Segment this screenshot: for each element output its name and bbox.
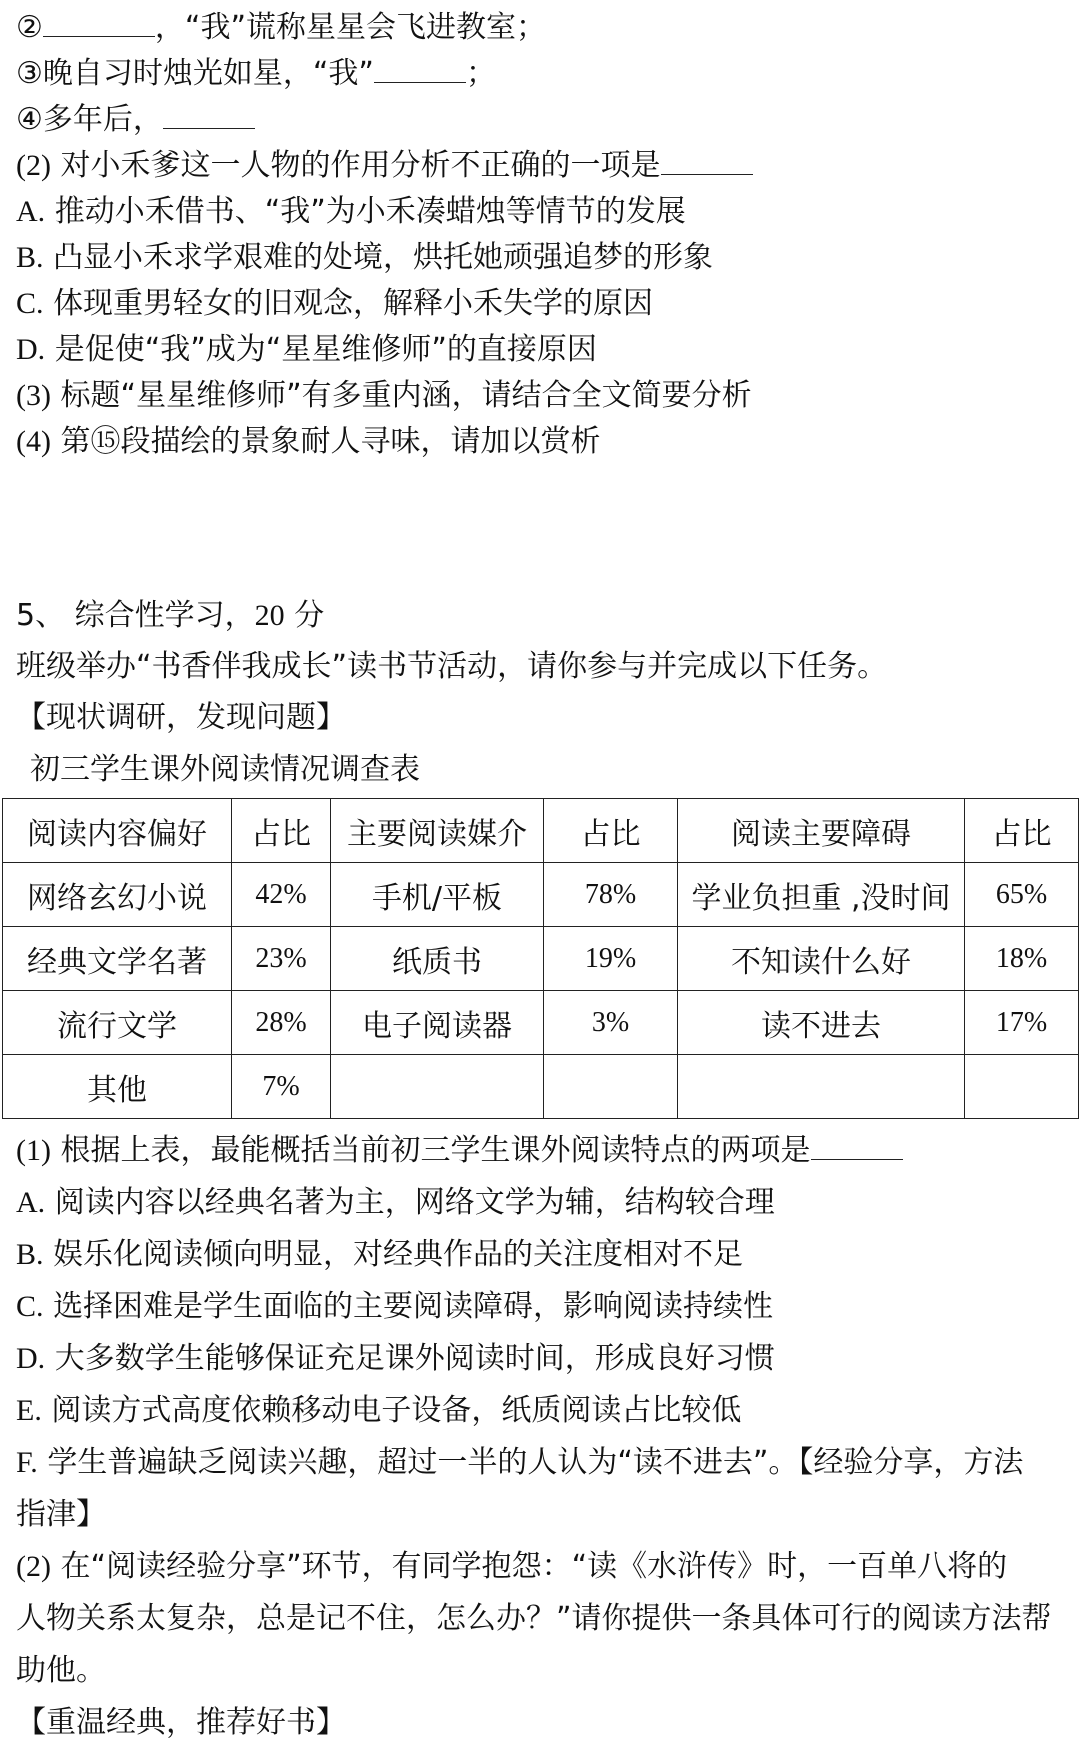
option-label: A. — [16, 1186, 46, 1219]
option-text: 大多数学生能够保证充足课外阅读时间，形成良好习惯 — [54, 1341, 775, 1376]
answer-blank[interactable] — [43, 6, 155, 37]
section-title: 综合性学习， — [74, 598, 255, 633]
question-text: 第⑮段描绘的景象耐人寻味，请加以赏析 — [60, 424, 601, 459]
option-label: A. — [16, 195, 46, 228]
option-f-continued: 指津】 — [16, 1497, 106, 1532]
table-row — [3, 991, 1079, 1055]
table-cell: 学业负担重 ,没时间 — [678, 863, 965, 927]
question-text: 对小禾爹这一人物的作用分析不正确的一项是 — [60, 148, 661, 183]
option-b — [16, 1233, 743, 1277]
question-2 — [16, 144, 753, 188]
table-cell: 其他 — [3, 1055, 232, 1119]
fill-line-2 — [16, 6, 546, 50]
option-text: 体现重男轻女的旧观念，解释小禾失学的原因 — [53, 286, 654, 321]
option-text: 阅读内容以经典名著为主，网络文学为辅，结构较合理 — [54, 1185, 775, 1220]
fill-line-suffix: ，“我”谎称星星会飞进教室； — [154, 10, 546, 45]
heading-recommend: 【重温经典，推荐好书】 — [16, 1705, 346, 1740]
question-number: (3) — [16, 379, 51, 412]
option-f — [16, 1441, 1023, 1485]
option-text: 阅读方式高度依赖移动电子设备，纸质阅读占比较低 — [51, 1393, 742, 1428]
option-text: 娱乐化阅读倾向明显，对经典作品的关注度相对不足 — [53, 1237, 744, 1272]
table-cell: 28% — [232, 991, 331, 1055]
header-content: 阅读内容偏好 — [3, 799, 232, 863]
table-cell: 不知读什么好 — [678, 927, 965, 991]
table-cell — [965, 1055, 1079, 1119]
answer-blank[interactable] — [811, 1129, 903, 1160]
table-cell — [678, 1055, 965, 1119]
fill-line-3 — [16, 52, 496, 96]
option-a — [16, 1181, 775, 1225]
question-3 — [16, 374, 752, 418]
table-row — [3, 863, 1079, 927]
header-share: 占比 — [965, 799, 1079, 863]
question-5-1 — [16, 1129, 903, 1173]
fill-line-prefix: ④多年后， — [16, 102, 163, 137]
header-media: 主要阅读媒介 — [331, 799, 544, 863]
heading-survey: 【现状调研，发现问题】 — [16, 700, 346, 735]
option-label: D. — [16, 333, 46, 366]
header-obstacle: 阅读主要障碍 — [678, 799, 965, 863]
section-intro: 班级举办“书香伴我成长”读书节活动，请你参与并完成以下任务。 — [16, 649, 888, 684]
option-d — [16, 328, 597, 372]
fill-line-4 — [16, 98, 255, 142]
table-cell: 78% — [544, 863, 678, 927]
table-cell — [331, 1055, 544, 1119]
fill-line-prefix: ③晚自习时烛光如星，“我” — [16, 56, 374, 91]
option-text: 推动小禾借书、“我”为小禾凑蜡烛等情节的发展 — [54, 194, 686, 229]
question-5-2-line3: 助他。 — [16, 1653, 106, 1688]
section-number: 5、 — [16, 598, 66, 633]
table-cell — [544, 1055, 678, 1119]
question-number: (2) — [16, 149, 51, 182]
question-4 — [16, 420, 601, 464]
table-row — [3, 927, 1079, 991]
question-number: (2) — [16, 1550, 51, 1583]
fill-line-suffix: ； — [465, 56, 496, 91]
option-label: E. — [16, 1394, 42, 1427]
option-b — [16, 236, 713, 280]
table-cell: 读不进去 — [678, 991, 965, 1055]
table-cell: 手机/平板 — [331, 863, 544, 927]
question-text: 在“阅读经验分享”环节，有同学抱怨：“读《水浒传》时，一百单八将的 — [60, 1549, 1008, 1584]
option-label: F. — [16, 1446, 38, 1479]
answer-blank[interactable] — [374, 52, 466, 83]
option-d — [16, 1337, 775, 1381]
option-a — [16, 190, 686, 234]
option-label: D. — [16, 1342, 46, 1375]
table-cell: 网络玄幻小说 — [3, 863, 232, 927]
section-5-title — [16, 594, 324, 638]
section-score-unit: 分 — [294, 598, 325, 633]
header-share: 占比 — [232, 799, 331, 863]
fill-line-prefix: ② — [16, 10, 43, 45]
option-c — [16, 282, 653, 326]
question-number: (1) — [16, 1134, 51, 1167]
answer-blank[interactable] — [163, 98, 255, 129]
table-cell: 经典文学名著 — [3, 927, 232, 991]
option-label: B. — [16, 241, 44, 274]
option-text: 学生普遍缺乏阅读兴趣，超过一半的人认为“读不进去”。【经验分享，方法 — [47, 1445, 1024, 1480]
question-5-2-line2: 人物关系太复杂，总是记不住，怎么办？”请你提供一条具体可行的阅读方法帮 — [16, 1601, 1052, 1636]
table-cell: 电子阅读器 — [331, 991, 544, 1055]
question-number: (4) — [16, 425, 51, 458]
table-cell: 18% — [965, 927, 1079, 991]
table-cell: 流行文学 — [3, 991, 232, 1055]
option-e — [16, 1389, 741, 1433]
option-text: 是促使“我”成为“星星维修师”的直接原因 — [54, 332, 597, 367]
answer-blank[interactable] — [661, 144, 753, 175]
table-cell: 7% — [232, 1055, 331, 1119]
table-cell: 42% — [232, 863, 331, 927]
survey-table — [2, 798, 1079, 1119]
option-c — [16, 1285, 773, 1329]
table-caption: 初三学生课外阅读情况调查表 — [30, 752, 420, 787]
question-5-2 — [16, 1545, 1007, 1589]
section-score: 20 — [254, 599, 285, 632]
question-text: 根据上表，最能概括当前初三学生课外阅读特点的两项是 — [60, 1133, 811, 1168]
table-cell: 65% — [965, 863, 1079, 927]
table-header-row — [3, 799, 1079, 863]
table-row — [3, 1055, 1079, 1119]
header-share: 占比 — [544, 799, 678, 863]
option-label: C. — [16, 1290, 44, 1323]
table-cell: 23% — [232, 927, 331, 991]
option-text: 凸显小禾求学艰难的处境，烘托她顽强追梦的形象 — [53, 240, 714, 275]
option-text: 选择困难是学生面临的主要阅读障碍，影响阅读持续性 — [53, 1289, 774, 1324]
table-cell: 纸质书 — [331, 927, 544, 991]
option-label: B. — [16, 1238, 44, 1271]
option-label: C. — [16, 287, 44, 320]
table-cell: 19% — [544, 927, 678, 991]
question-text: 标题“星星维修师”有多重内涵，请结合全文简要分析 — [60, 378, 752, 413]
table-cell: 3% — [544, 991, 678, 1055]
table-cell: 17% — [965, 991, 1079, 1055]
